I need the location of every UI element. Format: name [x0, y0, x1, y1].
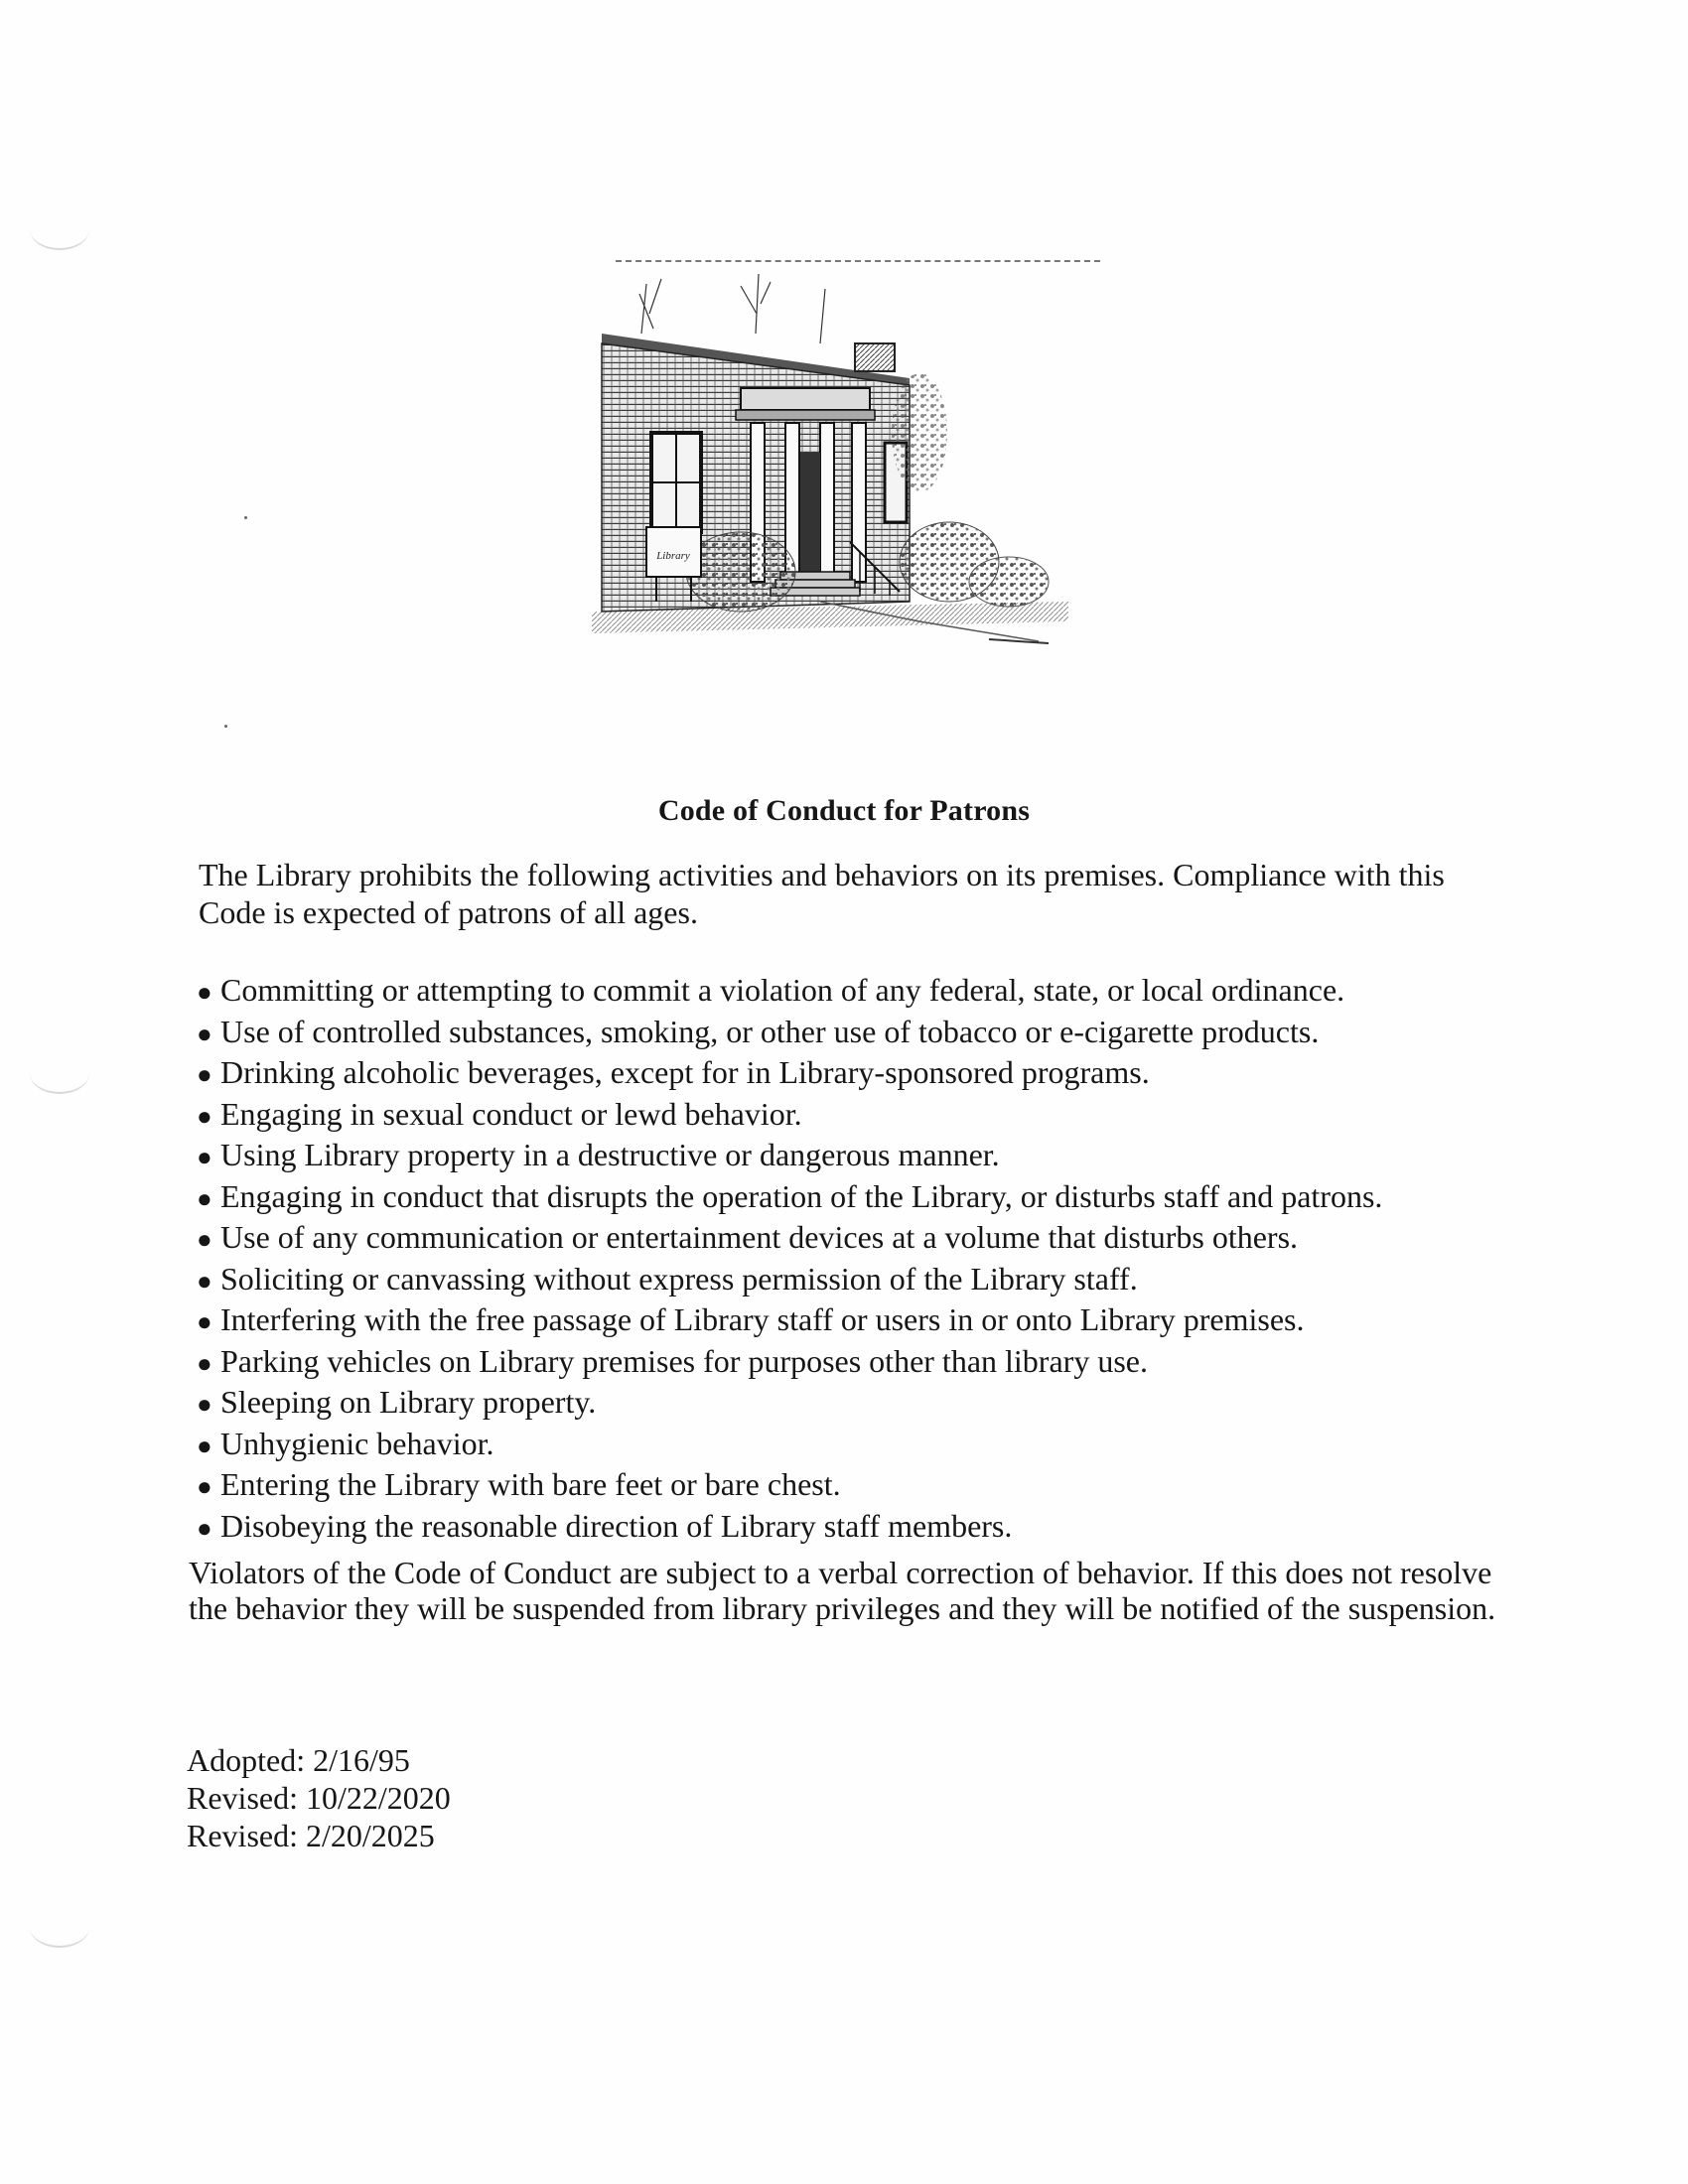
bullet: ● [197, 1183, 212, 1213]
bullet: ● [197, 1060, 212, 1089]
intro-paragraph: The Library prohibits the following activities and behaviors on its premises. Compliance with this Code is expected of patrons of all ages. [199, 857, 1445, 930]
shrub [686, 532, 795, 612]
list-item [197, 1300, 1527, 1342]
bullet: ● [197, 1307, 212, 1336]
bullet: ● [197, 1266, 212, 1296]
list-item [197, 1342, 1527, 1384]
rule-text: Use of controlled substances, smoking, or other use of tobacco or e-cigarette products. [220, 1013, 1320, 1049]
document-title: Code of Conduct for Patrons [657, 794, 1031, 827]
chimney [855, 343, 895, 371]
list-item [197, 1218, 1527, 1260]
revision-dates [187, 1741, 451, 1854]
rule-text: Sleeping on Library property. [220, 1384, 597, 1420]
rule-text: Using Library property in a destructive or dangerous manner. [220, 1137, 1000, 1172]
library-building-illustration [592, 274, 1068, 661]
bullet: ● [197, 1431, 212, 1460]
scan-speck [224, 725, 227, 728]
rule-text: Drinking alcoholic beverages, except for in Library-sponsored programs. [220, 1054, 1150, 1090]
rule-text: Soliciting or canvassing without express permission of the Library staff. [220, 1260, 1138, 1297]
list-item [197, 1260, 1527, 1301]
binder-hole-shadow [30, 1052, 89, 1094]
rule-text: Engaging in sexual conduct or lewd behavior. [220, 1095, 802, 1132]
rule-text: Unhygienic behavior. [220, 1425, 494, 1461]
rule-text: Use of any communication or entertainment devices at a volume that disturbs others. [220, 1219, 1299, 1255]
list-item [197, 971, 1527, 1013]
list-item [197, 1425, 1527, 1466]
revised-date: Revised: 2/20/2025 [187, 1818, 435, 1853]
bullet: ● [197, 1348, 212, 1378]
rule-text: Engaging in conduct that disrupts the operation of the Library, or disturbs staff and patrons. [220, 1177, 1383, 1214]
bullet: ● [197, 1101, 212, 1131]
background-trees [639, 274, 825, 343]
header-rule [616, 260, 1100, 262]
revised-date: Revised: 10/22/2020 [187, 1780, 451, 1816]
bullet: ● [197, 1390, 212, 1419]
bullet: ● [197, 1143, 212, 1171]
bullet: ● [197, 978, 212, 1007]
list-item [197, 1053, 1527, 1095]
bullet: ● [197, 1472, 212, 1501]
bullet: ● [197, 1513, 212, 1543]
bullet: ● [197, 1225, 212, 1254]
binder-hole-shadow [30, 208, 89, 250]
binder-hole-shadow [30, 1906, 89, 1948]
rule-text: Committing or attempting to commit a violation of any federal, state, or local ordinance. [220, 972, 1345, 1008]
adopted-date: Adopted: 2/16/95 [187, 1742, 410, 1778]
list-item [197, 1095, 1527, 1137]
list-item [197, 1136, 1527, 1177]
entrance-door [800, 453, 820, 572]
violators-paragraph: Violators of the Code of Conduct are subject to a verbal correction of behavior. If this does not resolve the behavior they will be suspended from library privileges and they will be notified of the suspension. [189, 1555, 1496, 1626]
list-item [197, 1507, 1527, 1549]
scan-speck [244, 516, 247, 519]
list-item [197, 1013, 1527, 1054]
rule-text: Parking vehicles on Library premises for purposes other than library use. [220, 1342, 1148, 1379]
list-item [197, 1177, 1527, 1219]
rules-list [197, 971, 1527, 1548]
list-item [197, 1465, 1527, 1507]
bullet: ● [197, 1019, 212, 1048]
rule-text: Disobeying the reasonable direction of Library staff members. [220, 1507, 1013, 1544]
rule-text: Interfering with the free passage of Library staff or users in or onto Library premises. [220, 1301, 1305, 1337]
list-item [197, 1383, 1527, 1425]
rule-text: Entering the Library with bare feet or bare chest. [220, 1466, 841, 1502]
sign-text: Library [656, 550, 690, 562]
